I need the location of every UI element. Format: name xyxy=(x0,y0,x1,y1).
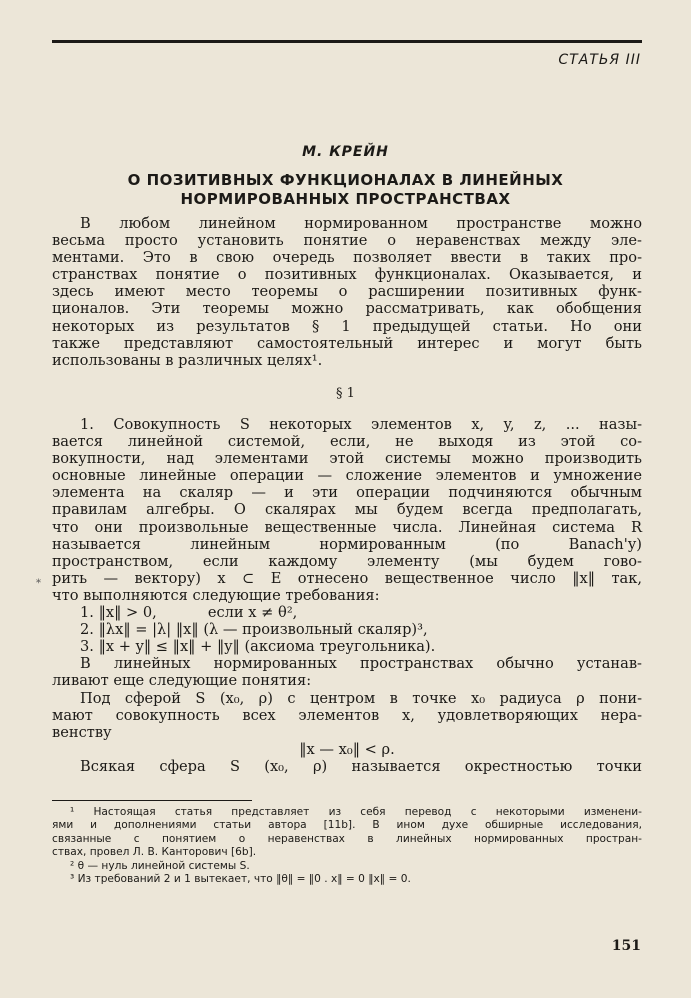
title-line: О ПОЗИТИВНЫХ ФУНКЦИОНАЛАХ В ЛИНЕЙНЫХ xyxy=(127,171,564,189)
author-name: М. КРЕЙН xyxy=(302,144,389,160)
formula-line: ‖x — x₀‖ < ρ. xyxy=(299,740,395,758)
footnote-rule xyxy=(52,800,252,801)
text-line: пространством, если каждому элементу (мы будем гово- xyxy=(52,552,642,570)
footnote-line: ² θ — нуль линейной системы S. xyxy=(70,859,250,872)
intro-paragraph xyxy=(52,215,642,369)
requirement-item: 1. ‖x‖ > 0, если x ≠ θ², xyxy=(80,604,298,622)
text-line: весьма просто установить понятие о неравенствах между эле- xyxy=(52,232,642,250)
title-line: НОРМИРОВАННЫХ ПРОСТРАНСТВАХ xyxy=(180,190,511,208)
text-line: В линейных нормированных пространствах обычно устанав- xyxy=(80,655,642,673)
text-line: мают совокупность всех элементов x, удовлетворяющих нера- xyxy=(52,706,642,724)
text-line: также представляют самостоятельный интерес и могут быть xyxy=(52,334,642,352)
text-line: рить — вектору) x ⊂ E отнесено вещественное число ‖x‖ так, xyxy=(52,569,642,587)
running-head: СТАТЬЯ III xyxy=(558,52,641,68)
text-line: ционалов. Эти теоремы можно рассматривать, как обобщения xyxy=(52,300,642,318)
text-line: что выполняются следующие требования: xyxy=(52,586,380,604)
text-line: вокупности, над элементами этой системы можно производить xyxy=(52,450,642,468)
body-paragraph xyxy=(52,416,642,775)
requirement-item: 3. ‖x + y‖ ≤ ‖x‖ + ‖y‖ (аксиома треугольника). xyxy=(80,638,436,656)
footnote-line: ¹ Настоящая статья представляет из себя перевод с некоторыми изменени- xyxy=(70,806,642,818)
text-line: венству xyxy=(52,723,112,741)
footnote-line: ями и дополнениями статьи автора [11b]. В ином духе обширные исследования, xyxy=(52,819,642,832)
text-line: называется линейным нормированным (по Banach'у) xyxy=(52,535,642,553)
text-line: Всякая сфера S (x₀, ρ) называется окрестностью точки xyxy=(80,757,642,775)
footnote-line: ствах, провел Л. В. Канторович [6b]. xyxy=(52,846,257,859)
footnote-line: связанные с понятием о неравенствах в линейных нормированных простран- xyxy=(52,832,642,845)
text-line: элемента на скаляр — и эти операции подчиняются обычным xyxy=(52,484,642,502)
article-title xyxy=(60,171,631,209)
text-line: что они произвольные вещественные числа. Линейная система R xyxy=(52,518,642,536)
top-rule xyxy=(52,40,642,43)
text-line: основные линейные операции — сложение элементов и умножение xyxy=(52,467,642,485)
margin-mark: * xyxy=(36,578,41,589)
footnotes xyxy=(52,806,642,886)
text-line: странствах понятие о позитивных функционалах. Оказывается, и xyxy=(52,266,642,284)
text-line: вается линейной системой, если, не выходя из этой со- xyxy=(52,433,642,451)
text-line: 1. Совокупность S некоторых элементов x, y, z, ... назы- xyxy=(80,416,642,433)
text-line: Под сферой S (x₀, ρ) с центром в точке x₀ радиуса ρ пони- xyxy=(80,689,642,707)
page-number: 151 xyxy=(611,938,641,954)
section-heading: § 1 xyxy=(336,386,355,401)
text-line: некоторых из результатов § 1 предыдущей статьи. Но они xyxy=(52,317,642,335)
footnote-line: ³ Из требований 2 и 1 вытекает, что ‖θ‖ = ‖0 . x‖ = 0 ‖x‖ = 0. xyxy=(70,873,411,886)
text-line: использованы в различных целях¹. xyxy=(52,351,323,369)
text-line: правилам алгебры. О скалярах мы будем всегда предполагать, xyxy=(52,501,642,519)
text-line: здесь имеют место теоремы о расширении позитивных функ- xyxy=(52,283,642,301)
text-line: ливают еще следующие понятия: xyxy=(52,672,312,690)
text-line: ментами. Это в свою очередь позволяет ввести в таких про- xyxy=(52,249,642,267)
text-line: В любом линейном нормированном пространстве можно xyxy=(80,215,642,232)
requirement-item: 2. ‖λx‖ = |λ| ‖x‖ (λ — произвольный скаляр)³, xyxy=(80,621,428,639)
